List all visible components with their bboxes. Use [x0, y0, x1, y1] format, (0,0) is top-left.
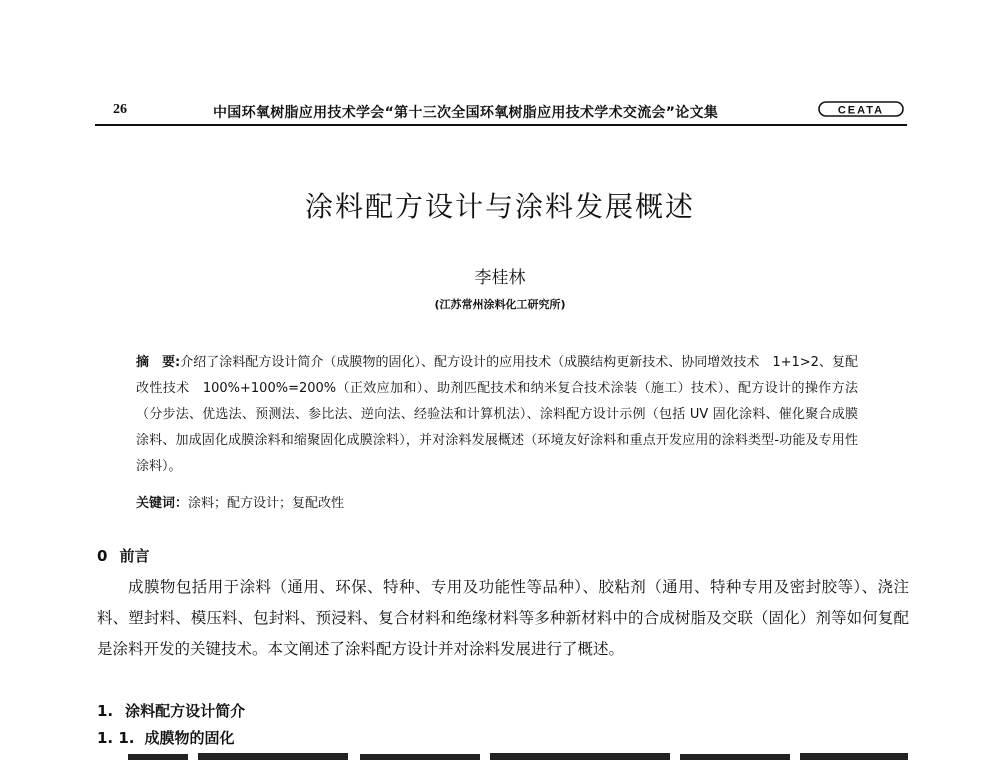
section-title: 涂料配方设计简介	[125, 702, 246, 720]
subsection-number: 1. 1.	[97, 729, 135, 747]
subsection-title: 成膜物的固化	[144, 729, 235, 747]
running-header: 中国环氧树脂应用技术学会“第十三次全国环氧树脂应用技术学术交流会”论文集	[213, 105, 719, 121]
keywords	[136, 492, 344, 511]
keywords-label: 关键词：	[136, 496, 189, 511]
section-number: 0	[97, 547, 108, 565]
paper-title: 涂料配方设计与涂料发展概述	[304, 190, 695, 223]
cropped-text-line	[128, 748, 908, 760]
author-name: 李桂林	[474, 268, 526, 288]
section-number: 1.	[97, 702, 114, 720]
abstract-text: 介绍了涂料配方设计简介（成膜物的固化）、配方设计的应用技术（成膜结构更新技术、协同增效技术 1+1>2、复配改性技术 100%+100%=200%（正效应加和）、助剂匹配技术和纳米复合技术涂装（施工）技术）、配方设计的操作方法（分步法、优选法、预测法、参比法、逆向法、经验法和计算机法）、涂料配方设计示例（包括 UV 固化涂料、催化聚合成膜涂料、加成固化成膜涂料和缩聚固化成膜涂料），并对涂料发展概述（环境友好涂料和重点开发应用的涂料类型-功能及专用性涂料）。	[136, 355, 858, 474]
keywords-text: 涂料；配方设计；复配改性	[188, 496, 345, 511]
publisher-logo	[818, 100, 904, 118]
author-affiliation: (江苏常州涂料化工研究所)	[434, 298, 566, 311]
logo-text: CEATA	[837, 104, 885, 117]
abstract	[136, 350, 858, 480]
section-heading-preface	[97, 545, 149, 566]
header-rule	[95, 124, 907, 126]
subsection-heading-curing	[97, 727, 235, 748]
section-heading-formulation	[97, 700, 245, 721]
page-number: 26	[113, 102, 127, 117]
preface-paragraph: 成膜物包括用于涂料（通用、环保、特种、专用及功能性等品种）、胶粘剂（通用、特种专用及密封胶等）、浇注料、塑封料、模压料、包封料、预浸料、复合材料和绝缘材料等多种新材料中的合成树脂及交联（固化）剂等如何复配是涂料开发的关键技术。本文阐述了涂料配方设计并对涂料发展进行了概述。	[97, 578, 909, 658]
section-title: 前言	[119, 547, 150, 565]
abstract-label: 摘 要:	[136, 355, 181, 370]
